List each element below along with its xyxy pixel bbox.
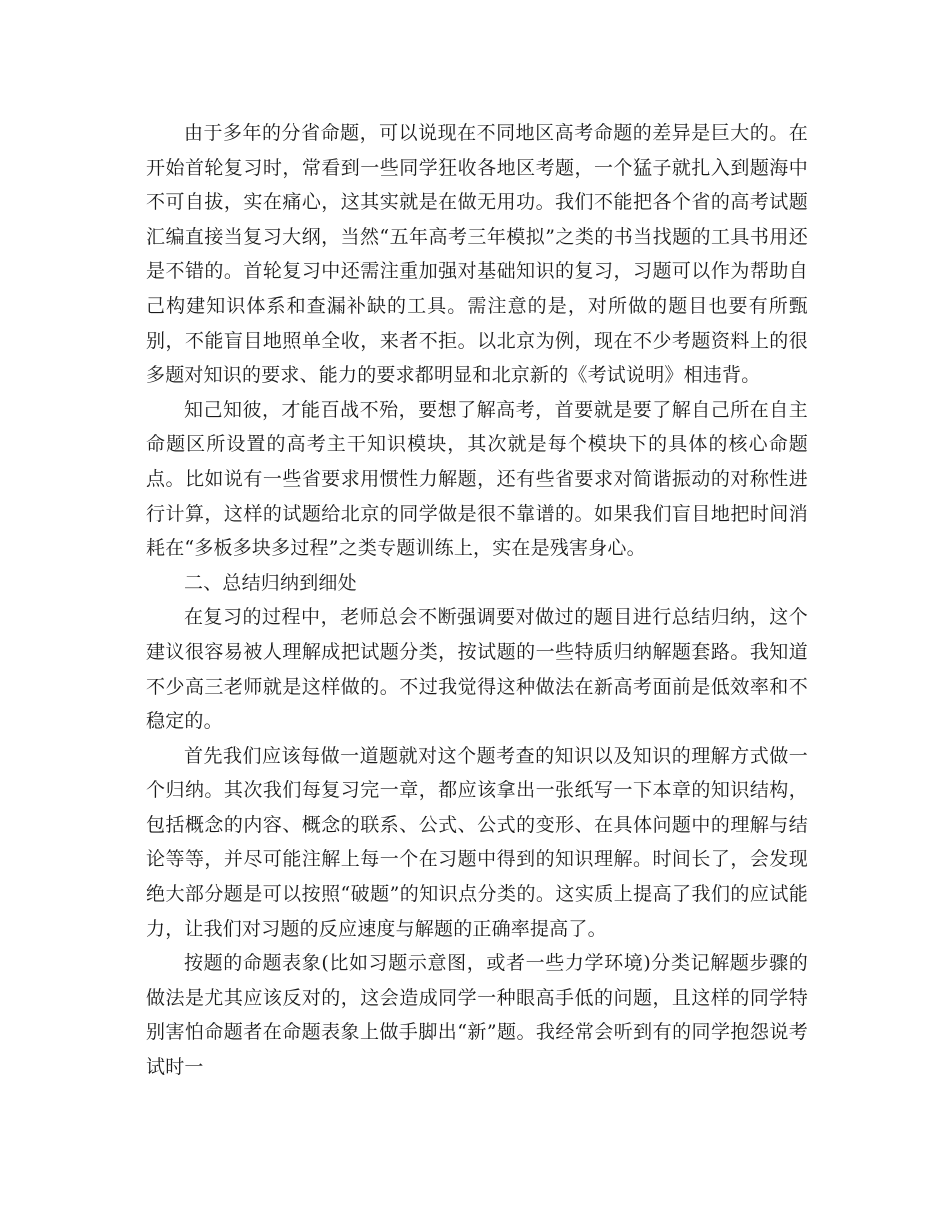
body-text <box>146 116 808 1085</box>
paragraph-summarize: 在复习的过程中，老师总会不断强调要对做过的题目进行总结归纳，这个建议很容易被人理解成把试题分类，按试题的一些特质归纳解题套路。我知道不少高三老师就是这样做的。不过我觉得这种做法在新高考面前是低效率和不稳定的。 <box>146 606 808 733</box>
paragraph-knowledge-structure: 首先我们应该每做一道题就对这个题考查的知识以及知识的理解方式做一个归纳。其次我们每复习完一章，都应该拿出一张纸写一下本章的知识结构，包括概念的内容、概念的联系、公式、公式的变形、在具体问题中的理解与结论等等，并尽可能注解上每一个在习题中得到的知识理解。时间长了，会发现绝大部分题是可以按照“破题”的知识点分类的。这实质上提高了我们的应试能力，让我们对习题的反应速度与解题的正确率提高了。 <box>146 744 808 940</box>
paragraph-know-exam: 知己知彼，才能百战不殆，要想了解高考，首要就是要了解自己所在自主命题区所设置的高考主干知识模块，其次就是每个模块下的具体的核心命题点。比如说有一些省要求用惯性力解题，还有些省要求对简谐振动的对称性进行计算，这样的试题给北京的同学做是很不靠谱的。如果我们盲目地把时间消耗在“多板多块多过程”之类专题训练上，实在是残害身心。 <box>146 398 808 560</box>
section-heading: 二、总结归纳到细处 <box>184 571 357 594</box>
paragraph-exam-differences: 由于多年的分省命题，可以说现在不同地区高考命题的差异是巨大的。在开始首轮复习时，常看到一些同学狂收各地区考题，一个猛子就扎入到题海中不可自拔，实在痛心，这其实就是在做无用功。我们不能把各个省的高考试题汇编直接当复习大纲，当然“五年高考三年模拟”之类的书当找题的工具书用还是不错的。首轮复习中还需注重加强对基础知识的复习，习题可以作为帮助自己构建知识体系和查漏补缺的工具。需注意的是，对所做的题目也要有所甄别，不能盲目地照单全收，来者不拒。以北京为例，现在不少考题资料上的很多题对知识的要求、能力的要求都明显和北京新的《考试说明》相违背。 <box>146 122 808 387</box>
paragraph-oppose-surface-classification: 按题的命题表象(比如习题示意图，或者一些力学环境)分类记解题步骤的做法是尤其应该反对的，这会造成同学一种眼高手低的问题，且这样的同学特别害怕命题者在命题表象上做手脚出“新”题。我经常会听到有的同学抱怨说考试时一 <box>146 952 808 1079</box>
